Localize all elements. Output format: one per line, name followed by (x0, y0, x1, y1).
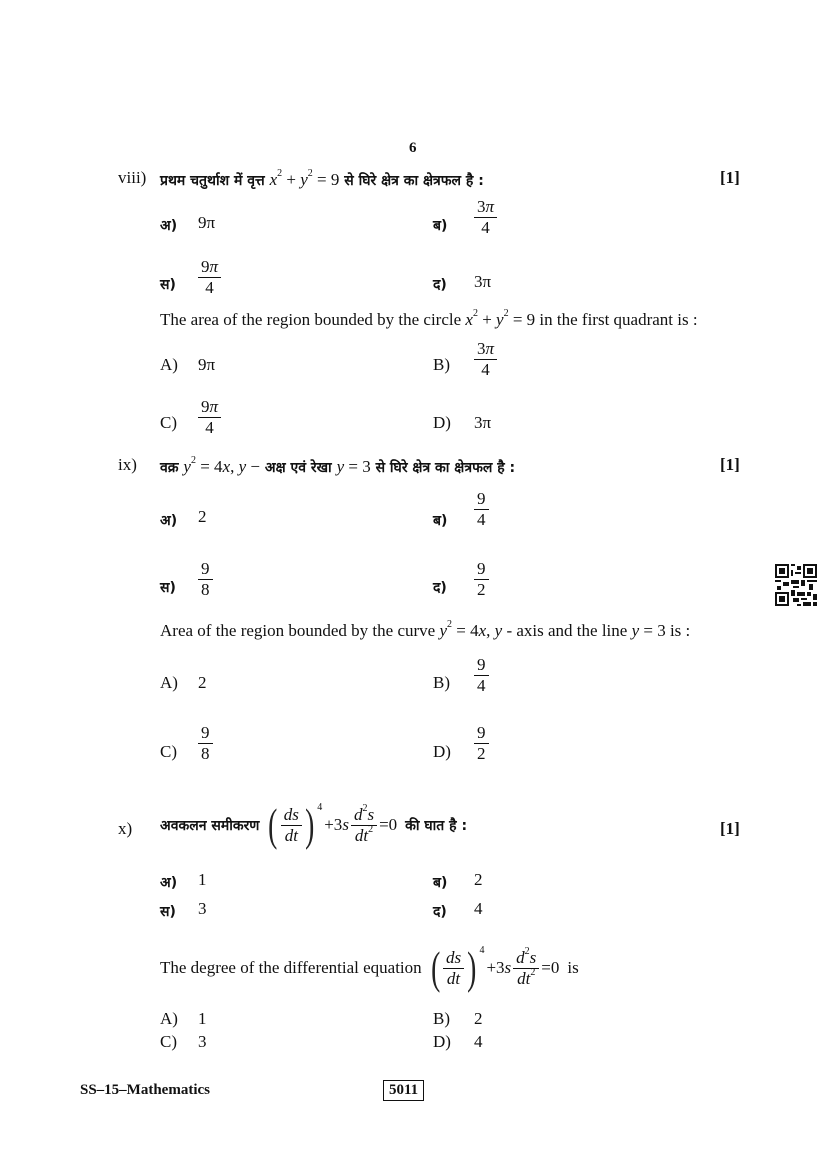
option-label: स) (160, 580, 176, 596)
option-value: 2 (198, 507, 207, 526)
question-x-number: x) (118, 819, 133, 838)
option-value: 1 (198, 870, 207, 889)
question-x-marks: [1] (720, 819, 740, 838)
option-value: 2 (474, 1009, 483, 1028)
option-value: $\frac{9}{4}$ (474, 490, 489, 529)
option-label: D) (433, 1032, 451, 1051)
question-viii-english: The area of the region bounded by the circle $x^2 + y^2 = 9$ in the first quadrant is : (160, 308, 698, 329)
question-ix-number: ix) (118, 455, 137, 474)
option-value: $\frac{3\pi}{4}$ (474, 198, 497, 237)
option-label: D) (433, 413, 451, 432)
option-label: A) (160, 673, 178, 692)
option-label: C) (160, 742, 177, 761)
option-value: 4 (474, 1032, 483, 1051)
footer-code: 5011 (383, 1080, 424, 1101)
option-label: C) (160, 1032, 177, 1051)
question-x-english-pre: The degree of the differential equation (160, 958, 422, 977)
option-value: $\frac{9}{4}$ (474, 656, 489, 695)
option-value: 9π (198, 355, 216, 374)
option-value: $\frac{9\pi}{4}$ (198, 398, 221, 437)
option-value: $\frac{3\pi}{4}$ (474, 340, 497, 379)
option-label: द) (433, 277, 447, 293)
differential-equation: ( $\frac{ds}{dt}$ ) $^4$ +3s $\frac{d^2s}{dt^2}$ =0 (430, 942, 560, 993)
option-label: ब) (433, 875, 448, 891)
option-label: द) (433, 580, 447, 596)
option-label: ब) (433, 218, 448, 234)
option-label: C) (160, 413, 177, 432)
option-label: A) (160, 1009, 178, 1028)
question-x-hindi (160, 795, 467, 855)
option-value: 9π (198, 213, 216, 232)
option-label: स) (160, 904, 176, 920)
option-value: $\frac{9}{2}$ (474, 560, 489, 599)
question-viii-number: viii) (118, 168, 147, 187)
option-label: अ) (160, 218, 178, 234)
option-value: 3π (474, 413, 492, 432)
option-label: अ) (160, 875, 178, 891)
option-label: B) (433, 355, 450, 374)
option-label: स) (160, 277, 176, 293)
option-value: $\frac{9}{8}$ (198, 724, 213, 763)
option-value: $\frac{9\pi}{4}$ (198, 258, 221, 297)
question-ix-marks: [1] (720, 455, 740, 474)
option-label: B) (433, 1009, 450, 1028)
option-label: द) (433, 904, 447, 920)
option-label: ब) (433, 513, 448, 529)
option-value: 3 (198, 899, 207, 918)
option-value: 1 (198, 1009, 207, 1028)
qr-code-icon (775, 564, 817, 606)
footer-subject: SS–15–Mathematics (80, 1082, 210, 1098)
option-label: B) (433, 673, 450, 692)
question-x-english (160, 938, 579, 998)
question-viii-marks: [1] (720, 168, 740, 187)
differential-equation: ( $\frac{ds}{dt}$ ) $^4$ +3s $\frac{d^2s}{dt^2}$ =0 (268, 799, 398, 850)
option-value: 4 (474, 899, 483, 918)
page-number: 6 (409, 140, 417, 156)
question-x-hindi-pre: अवकलन समीकरण (160, 817, 260, 834)
question-viii-hindi: प्रथम चतुर्थाश में वृत्त $x^2 + y^2 = 9$ से घिरे क्षेत्र का क्षेत्रफल है : (160, 168, 484, 189)
question-ix-english: Area of the region bounded by the curve $y^2 = 4x$, y - axis and the line y = 3 is : (160, 619, 691, 640)
option-value: 2 (198, 673, 207, 692)
option-value: 2 (474, 870, 483, 889)
option-label: D) (433, 742, 451, 761)
question-x-english-post: is (567, 958, 579, 977)
option-value: 3 (198, 1032, 207, 1051)
question-ix-hindi: वक्र $y^2 = 4x$, y − अक्ष एवं रेखा y = 3 से घिरे क्षेत्र का क्षेत्रफल है : (160, 455, 516, 476)
option-label: अ) (160, 513, 178, 529)
option-value: 3π (474, 272, 492, 291)
option-value: $\frac{9}{8}$ (198, 560, 213, 599)
option-value: $\frac{9}{2}$ (474, 724, 489, 763)
option-label: A) (160, 355, 178, 374)
question-x-hindi-post: की घात है : (405, 817, 468, 834)
